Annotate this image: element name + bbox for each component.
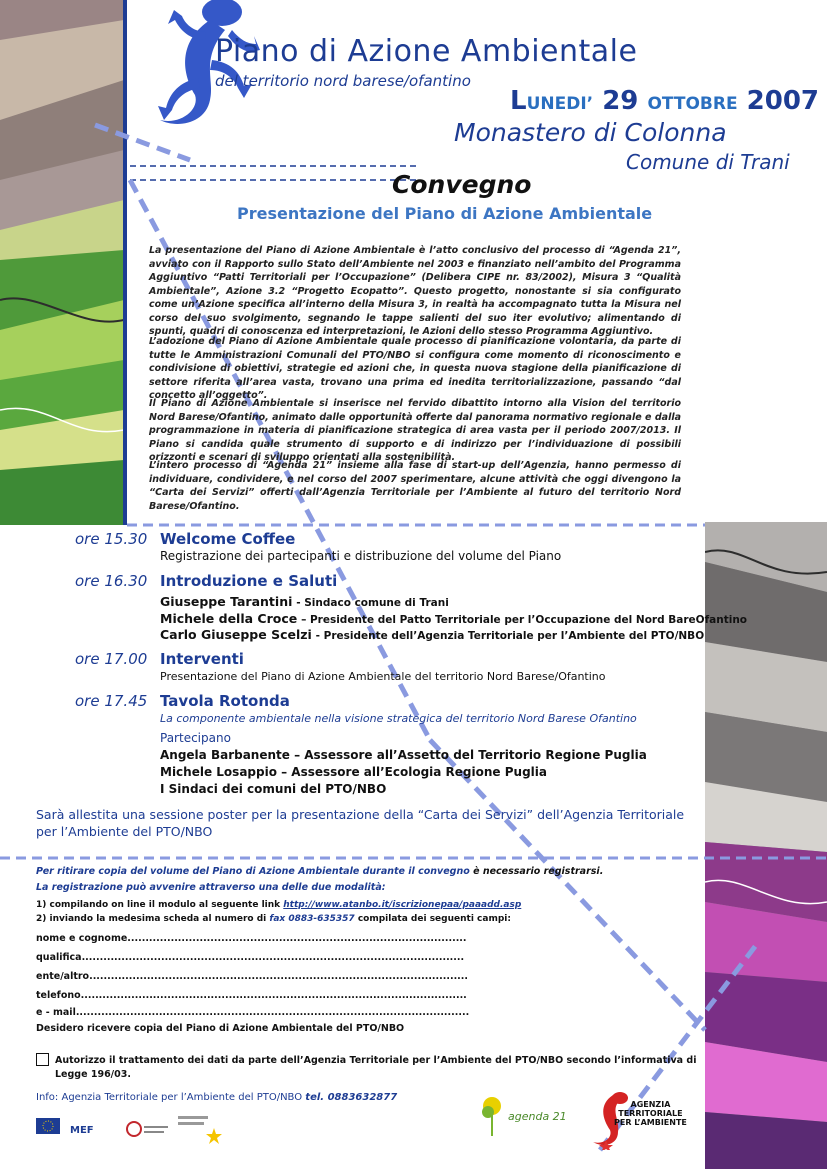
page-subtitle: del territorio nord barese/ofantino — [215, 72, 471, 90]
session-3-line: Presentazione del Piano di Azione Ambientale del territorio Nord Barese/Ofantino — [160, 670, 606, 683]
mef-logo-text: MEF — [70, 1125, 94, 1136]
registration-required: è necessario registrarsi. — [473, 866, 604, 877]
page-title: Piano di Azione Ambientale — [215, 34, 638, 69]
event-type: Convegno — [392, 170, 532, 199]
date-day-rest: UNEDI’ — [526, 94, 594, 114]
speaker-name: Carlo Giuseppe Scelzi — [160, 627, 312, 642]
fax-number: fax 0883-635357 — [269, 914, 355, 924]
speaker-role: – Presidente del Patto Territoriale per l’Occupazione del Nord BareOfantino — [301, 614, 748, 626]
consent-checkbox[interactable] — [36, 1053, 49, 1066]
consent-text: Autorizzo il trattamento dei dati da parte dell’Agenzia Territoriale per l’Ambiente del PTO/NBO secondo l’informativa di Legge 196/03. — [55, 1055, 697, 1080]
comune: Comune di Trani — [626, 150, 790, 174]
agenzia-l2: TERRITORIALE — [618, 1109, 683, 1118]
session-4-partecipano: Partecipano — [160, 731, 231, 745]
info-label: Info: Agenzia Territoriale per l’Ambiente del PTO/NBO — [36, 1092, 306, 1103]
field-qualifica[interactable]: qualifica.......................................................................................................... — [36, 952, 465, 963]
mef-logo — [70, 1118, 110, 1140]
poster-note: Sarà allestita una sessione poster per la presentazione della “Carta dei Servizi” dell’Agenzia Territoriale per l’Ambiente del PTO/NBO — [36, 807, 685, 839]
speaker-name: Michele della Croce — [160, 611, 298, 626]
session-4-panelist-1: Angela Barbanente – Assessore all’Assetto del Territorio Regione Puglia — [160, 748, 647, 762]
session-4-subtitle: La componente ambientale nella visione strategica del territorio Nord Barese Ofantino — [160, 712, 637, 725]
speaker-name: Giuseppe Tarantini — [160, 594, 293, 609]
session-1-line: Registrazione dei partecipanti e distribuzione del volume del Piano — [160, 549, 562, 563]
session-2-time: ore 16.30 — [75, 572, 148, 590]
patto-logo-icon — [176, 1114, 226, 1144]
gecko-icon — [140, 0, 260, 140]
date-month: OTTOBRE — [647, 94, 738, 114]
paragraph-3: Il Piano di Azione Ambientale si inserisce nel fervido dibattito intorno alla Vision del territorio Nord Barese/Ofantino, animato dalle opportunità offerte dal panorama normativo regionale e dalla programmazione in materia di pianificazione strategica di area vasta per il periodo 2007/2013. Il Piano si candida quale strumento di supporto e di indirizzo per l’individuazione di possibili orizzonti e scenari di sviluppo orientati alla sostenibilità. — [149, 398, 681, 463]
info-tel: tel. 0883632877 — [305, 1092, 398, 1103]
paragraph-4: L’intero processo di “Agenda 21” insieme alla fase di start-up dell’Agenzia, hanno permesso di individuare, condividere, e nel corso del 2007 sperimentare, alcune attività che oggi divengono la “Carta dei Servizi” offerti dall’Agenzia Territoriale per l’Ambiente al futuro del territorio Nord Barese/Ofantino. — [149, 460, 681, 512]
session-4-panelist-3: I Sindaci dei comuni del PTO/NBO — [160, 782, 387, 796]
date-num: 29 — [602, 86, 639, 116]
event-date — [510, 86, 819, 116]
session-3-time: ore 17.00 — [75, 650, 148, 668]
copy-request: Desidero ricevere copia del Piano di Azione Ambientale del PTO/NBO — [36, 1023, 405, 1034]
registration-text: Per ritirare copia del volume del Piano di Azione Ambientale durante il convegno — [36, 866, 474, 877]
agenda21-logo-text: agenda 21 — [508, 1110, 567, 1123]
speaker-role: - Sindaco comune di Trani — [296, 597, 449, 609]
option-2-tail: compilata dei seguenti campi: — [354, 914, 511, 924]
option-2-text: 2) inviando la medesima scheda al numero di — [36, 914, 270, 924]
agenzia-l1: AGENZIA — [630, 1100, 671, 1109]
field-nome[interactable]: nome e cognome.............................................................................................. — [36, 933, 467, 944]
session-4-panelist-2: Michele Losappio – Assessore all’Ecologia Regione Puglia — [160, 765, 547, 779]
venue: Monastero di Colonna — [454, 118, 727, 147]
session-2-speaker-3 — [160, 627, 704, 642]
agenzia-logo — [614, 1100, 687, 1127]
date-day-cap: L — [510, 86, 527, 116]
session-2-title: Introduzione e Saluti — [160, 572, 338, 590]
session-2-speaker-1 — [160, 594, 449, 609]
field-telefono[interactable]: telefono........................................................................................................... — [36, 990, 467, 1001]
session-4-title: Tavola Rotonda — [160, 692, 290, 710]
speaker-role: - Presidente dell’Agenzia Territoriale per l’Ambiente del PTO/NBO — [315, 630, 705, 642]
info-line — [36, 1092, 397, 1103]
paragraph-1: La presentazione del Piano di Azione Ambientale è l’atto conclusivo del processo di “Agenda 21”, avviato con il Rapporto sullo Stato dell’Ambiente nel 2003 e finanziato nell’ambito del Programma Aggiuntivo “Patti Territoriali per l’Occupazione” (Delibera CIPE nr. 83/2002), Misura 3 “Qualità Ambientale”, Azione 3.2 “Progetto Ecopatto”. Questo progetto, nonostante si sia configurato come un’Azione specifica all’interno della Misura 3, in realtà ha accompagnato tutta la Misura nel corso del suo svolgimento, segnando le tappe salienti del suo iter evolutivo; alimentando di spunti, quadri di conoscenza ed interpretazioni, le Azioni dello stesso Programma Aggiuntivo. — [149, 245, 681, 337]
session-2-speaker-2 — [160, 611, 747, 626]
option-1-text: 1) compilando on line il modulo al seguente link — [36, 900, 284, 910]
registration-option-1 — [36, 900, 521, 910]
session-1-time: ore 15.30 — [75, 530, 148, 548]
field-ente[interactable]: ente/altro......................................................................................................... — [36, 971, 469, 982]
registration-option-2 — [36, 914, 511, 924]
session-4-time: ore 17.45 — [75, 692, 148, 710]
registration-line-2: La registrazione può avvenire attraverso una delle due modalità: — [36, 882, 386, 893]
session-3-title: Interventi — [160, 650, 244, 668]
registration-link[interactable]: http://www.atanbo.it/iscrizionepaa/paaadd.asp — [283, 900, 522, 910]
agenzia-l3: PER L’AMBIENTE — [614, 1118, 687, 1127]
registration-line-1 — [36, 866, 603, 877]
session-1-title: Welcome Coffee — [160, 530, 296, 548]
ministry-logo-icon — [126, 1120, 170, 1138]
event-presentation: Presentazione del Piano di Azione Ambientale — [237, 204, 653, 223]
paragraph-2: L’adozione del Piano di Azione Ambientale quale processo di pianificazione volontaria, da parte di tutte le Amministrazioni Comunali del PTO/NBO si configura come momento di riconoscimento e condivisione di obiettivi, strategie ed azioni che, in questa nuova stagione della pianificazione di settore riferita all’area vasta, trovano una prima ed inedita territorializzazione, passando “dal concetto all’oggetto”. — [149, 336, 681, 401]
field-email[interactable]: e - mail............................................................................................................. — [36, 1007, 470, 1018]
date-year: 2007 — [746, 86, 820, 116]
eu-flag-icon — [36, 1118, 60, 1134]
